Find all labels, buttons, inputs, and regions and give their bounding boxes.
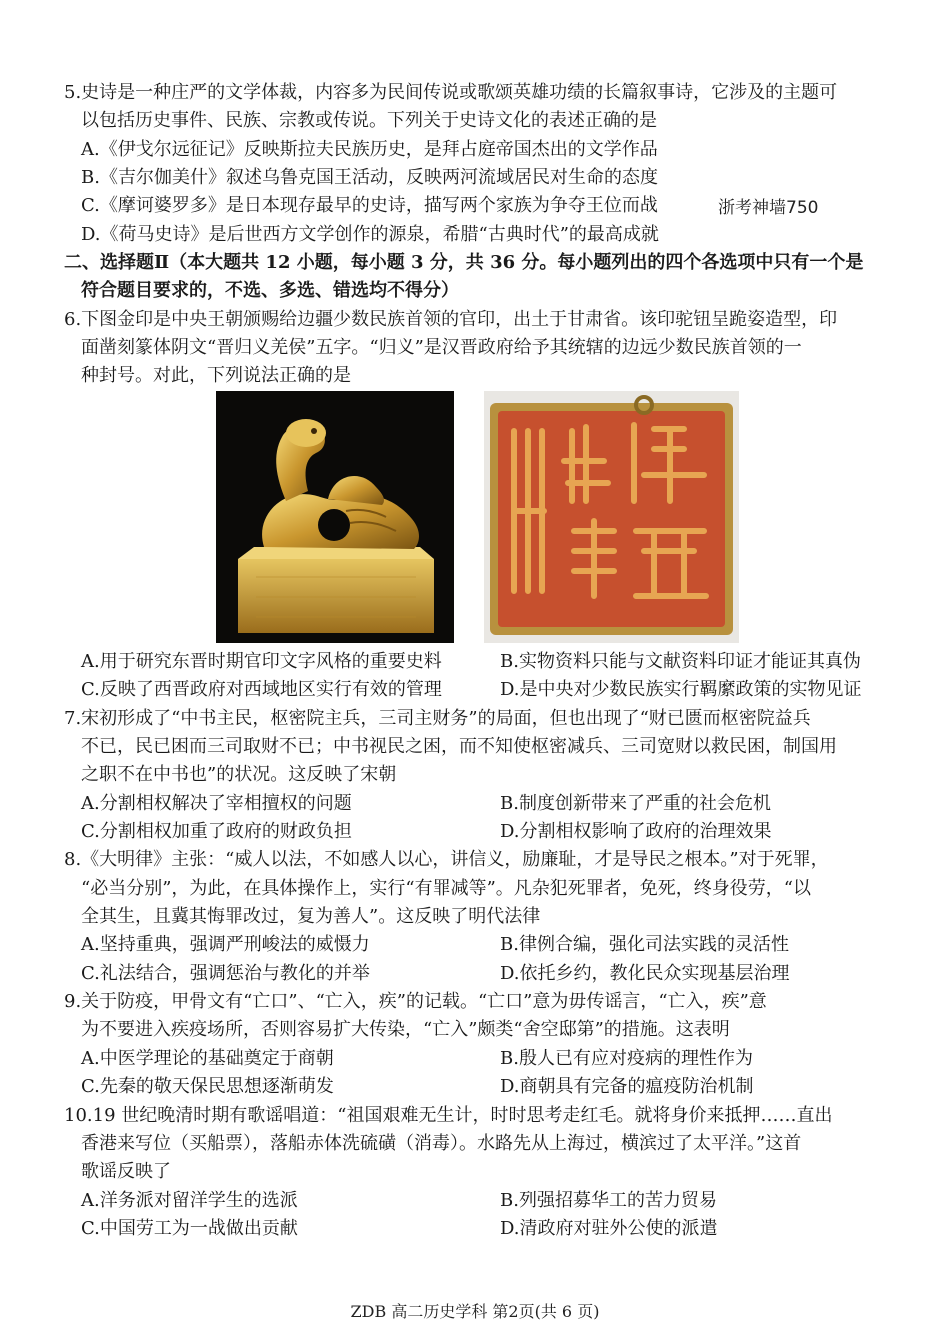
q9-option-d: D.商朝具有完备的瘟疫防治机制	[500, 1076, 754, 1097]
q9-option-a: A.中医学理论的基础奠定于商朝	[81, 1048, 334, 1069]
q7-stem-line3: 之职不在中书也”的状况。这反映了宋朝	[81, 764, 397, 785]
page-footer: ZDB 高二历史学科 第2页(共 6 页)	[350, 1302, 600, 1321]
q5-stem-line2: 以包括历史事件、民族、宗教或传说。下列关于史诗文化的表述正确的是	[81, 110, 657, 131]
section-heading-line2: 符合题目要求的，不选、多选、错选均不得分）	[81, 280, 459, 301]
q5-stem-line1: 5.史诗是一种庄严的文学体裁，内容多为民间传说或歌颂英雄功绩的长篇叙事诗，它涉及的主题可	[64, 82, 838, 103]
seal-face-photo	[484, 391, 739, 643]
q7-option-c: C.分割相权加重了政府的财政负担	[81, 821, 352, 842]
watermark-stamp: 浙考神墙750	[718, 198, 819, 218]
q10-option-c: C.中国劳工为一战做出贡献	[81, 1218, 298, 1239]
q10-option-d: D.清政府对驻外公使的派遣	[500, 1218, 718, 1239]
q8-stem-line3: 全其生，且冀其悔罪改过，复为善人”。这反映了明代法律	[81, 906, 541, 927]
q6-option-c: C.反映了西晋政府对西域地区实行有效的管理	[81, 679, 442, 700]
section-heading-line1: 二、选择题Ⅱ（本大题共 12 小题，每小题 3 分，共 36 分。每小题列出的四个各选项中只有一个是	[64, 252, 864, 273]
q9-option-c: C.先秦的敬天保民思想逐渐萌发	[81, 1076, 334, 1097]
q6-option-a: A.用于研究东晋时期官印文字风格的重要史料	[81, 651, 442, 672]
q10-stem-line2: 香港来写位（买船票），落船赤体洗硫磺（消毒）。水路先从上海过，横滨过了太平洋。”这首	[81, 1133, 802, 1154]
q7-option-d: D.分割相权影响了政府的治理效果	[500, 821, 772, 842]
q5-option-c: C.《摩诃婆罗多》是日本现存最早的史诗，描写两个家族为争夺王位而战	[81, 195, 658, 216]
q5-option-d: D.《荷马史诗》是后世西方文学创作的源泉，希腊“古典时代”的最高成就	[81, 224, 659, 245]
q7-option-b: B.制度创新带来了严重的社会危机	[500, 793, 771, 814]
q7-option-a: A.分割相权解决了宰相擅权的问题	[81, 793, 352, 814]
q6-stem-line1: 6.下图金印是中央王朝颁赐给边疆少数民族首领的官印，出土于甘肃省。该印驼钮呈跪姿造型，印	[64, 309, 838, 330]
q6-stem-line2: 面凿刻篆体阴文“晋归义羌侯”五字。“归义”是汉晋政府给予其统辖的边远少数民族首领的一	[81, 337, 802, 358]
q8-option-d: D.依托乡约，教化民众实现基层治理	[500, 963, 790, 984]
q7-stem-line1: 7.宋初形成了“中书主民，枢密院主兵，三司主财务”的局面，但也出现了“财已匮而枢密院益兵	[64, 708, 811, 729]
q5-option-a: A.《伊戈尔远征记》反映斯拉夫民族历史，是拜占庭帝国杰出的文学作品	[81, 139, 658, 160]
gold-seal-photo	[216, 391, 454, 643]
q6-stem-line3: 种封号。对此，下列说法正确的是	[81, 365, 351, 386]
q8-stem-line2: “必当分别”，为此，在具体操作上，实行“有罪减等”。凡杂犯死罪者，免死，终身役劳，“以	[81, 878, 812, 899]
q8-option-b: B.律例合编，强化司法实践的灵活性	[500, 934, 789, 955]
q6-option-b: B.实物资料只能与文献资料印证才能证其真伪	[500, 651, 861, 672]
q7-stem-line2: 不已，民已困而三司取财不已；中书视民之困，而不知使枢密减兵、三司宽财以救民困，制国用	[81, 736, 837, 757]
q8-stem-line1: 8.《大明律》主张：“威人以法，不如感人以心，讲信义，励廉耻，才是导民之根本。”对于死罪，	[64, 849, 829, 870]
q9-stem-line1: 9.关于防疫，甲骨文有“亡口”、“亡入，疾”的记载。“亡口”意为毋传谣言，“亡入，疾”意	[64, 991, 767, 1012]
q8-option-a: A.坚持重典，强调严刑峻法的威慑力	[81, 934, 370, 955]
q6-option-d: D.是中央对少数民族实行羁縻政策的实物见证	[500, 679, 862, 700]
q10-stem-line1: 10.19 世纪晚清时期有歌谣唱道：“祖国艰难无生计，时时思考走红毛。就将身价来抵押……直出	[64, 1105, 833, 1126]
q10-stem-line3: 歌谣反映了	[81, 1161, 171, 1182]
q10-option-b: B.列强招募华工的苦力贸易	[500, 1190, 717, 1211]
q9-stem-line2: 为不要进入疾疫场所，否则容易扩大传染，“亡入”颇类“舍空邸第”的措施。这表明	[81, 1019, 730, 1040]
q10-option-a: A.洋务派对留洋学生的选派	[81, 1190, 298, 1211]
q5-option-b: B.《吉尔伽美什》叙述乌鲁克国王活动，反映两河流域居民对生命的态度	[81, 167, 658, 188]
q9-option-b: B.殷人已有应对疫病的理性作为	[500, 1048, 753, 1069]
q8-option-c: C.礼法结合，强调惩治与教化的并举	[81, 963, 370, 984]
